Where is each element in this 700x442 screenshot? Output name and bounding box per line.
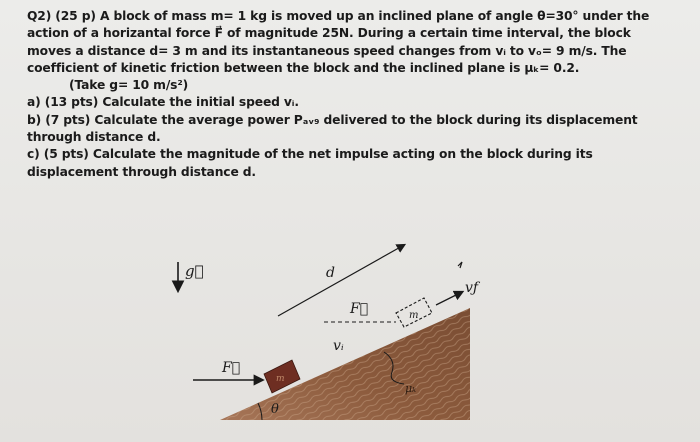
gravity-label: g⃗ bbox=[185, 262, 204, 280]
distance-label: d bbox=[326, 265, 335, 281]
friction-label: μₖ bbox=[405, 382, 417, 395]
problem-line-1: Q2) (25 p) A block of mass m= 1 kg is moved up an inclined plane of angle θ=30° under the bbox=[27, 9, 650, 23]
question-a: a) (13 pts) Calculate the initial speed vᵢ. bbox=[27, 95, 299, 110]
final-block-mass-label: m bbox=[409, 310, 419, 321]
question-b-cont: through distance d. bbox=[27, 130, 161, 145]
distance-arrow bbox=[278, 245, 404, 316]
question-c: c) (5 pts) Calculate the magnitude of the net impulse acting on the block during its bbox=[27, 147, 593, 162]
gravity-note: (Take g= 10 m/s²) bbox=[69, 78, 189, 93]
angle-label: θ bbox=[271, 402, 279, 417]
question-c-cont: displacement through distance d. bbox=[27, 164, 256, 179]
final-force-label: F⃗ bbox=[350, 301, 369, 317]
final-velocity-label: vƒ bbox=[465, 280, 479, 296]
tick-mark bbox=[458, 262, 462, 268]
applied-force-label: F⃗ bbox=[222, 360, 241, 376]
initial-block-mass-label: m bbox=[276, 374, 285, 384]
question-b: b) (7 pts) Calculate the average power Pₐᵥ₉ delivered to the block during its displacement bbox=[27, 112, 638, 127]
initial-velocity-label: vᵢ bbox=[333, 338, 344, 354]
problem-line-3: moves a distance d= 3 m and its instantaneous speed changes from vᵢ to vₒ= 9 m/s. The bbox=[27, 43, 627, 58]
inclined-plane-texture bbox=[220, 308, 470, 420]
final-velocity-arrow bbox=[436, 292, 462, 305]
problem-line-2: action of a horizantal force F⃗ of magnitude 25N. During a certain time interval, the block bbox=[27, 26, 631, 41]
problem-line-4: coefficient of kinetic friction between the block and the inclined plane is μₖ= 0.2. bbox=[27, 60, 580, 75]
